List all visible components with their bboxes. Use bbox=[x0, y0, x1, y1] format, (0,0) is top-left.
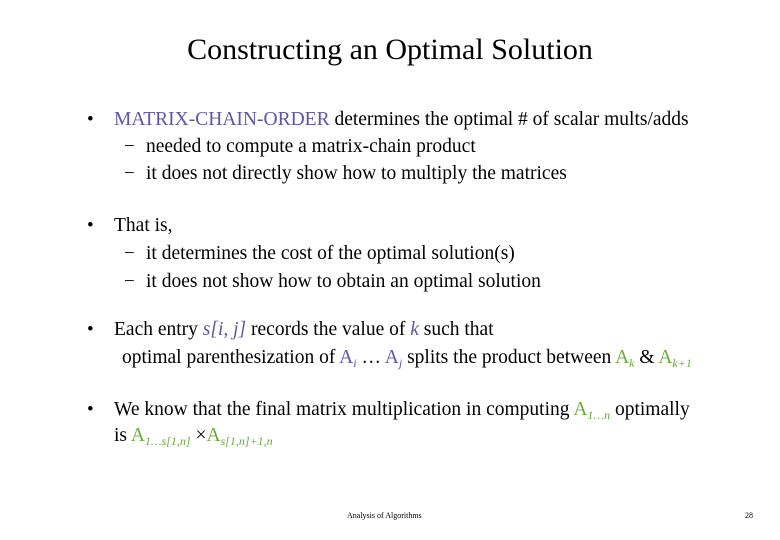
s-ij-term: s[i, j] bbox=[202, 319, 247, 340]
b4-l2-pre: is bbox=[114, 425, 131, 446]
bullet-3-line-1 bbox=[114, 318, 494, 342]
bullet-2-marker: • bbox=[87, 215, 94, 236]
bullet-1-text: determines the optimal # of scalar mults/adds bbox=[329, 109, 689, 130]
b3-post: such that bbox=[418, 319, 494, 340]
b3-amp: & bbox=[634, 347, 659, 368]
b3-mid: records the value of bbox=[246, 319, 411, 340]
sub-1-2-marker: − bbox=[124, 163, 135, 184]
b3-pre: Each entry bbox=[114, 319, 203, 340]
footer-label: Analysis of Algorithms bbox=[347, 511, 422, 520]
bullet-3-marker: • bbox=[87, 319, 94, 340]
bullet-1 bbox=[114, 108, 689, 132]
sub-2-2: it does not show how to obtain an optimal solution bbox=[146, 271, 541, 292]
bullet-2: That is, bbox=[114, 215, 173, 236]
sub-1-1-marker: − bbox=[124, 136, 135, 157]
bullet-3-line-2 bbox=[122, 346, 692, 370]
sub-1-1: needed to compute a matrix-chain product bbox=[146, 136, 476, 157]
sub-2-1-marker: − bbox=[124, 243, 135, 264]
slide-title: Constructing an Optimal Solution bbox=[187, 33, 593, 66]
b4-times: × bbox=[190, 425, 207, 446]
b3-dots: … bbox=[356, 347, 385, 368]
k-term: k bbox=[410, 319, 419, 340]
bullet-4-marker: • bbox=[87, 399, 94, 420]
bullet-4-line-1 bbox=[114, 398, 690, 422]
b3-l2-pre: optimal parenthesization of bbox=[122, 347, 340, 368]
sub-2-2-marker: − bbox=[124, 271, 135, 292]
b3-l2-mid: splits the product between bbox=[402, 347, 616, 368]
matrix-a-second-split: $A_{s[1,n]+1,n}$ bbox=[206, 425, 273, 448]
matrix-chain-order-term: MATRIX-CHAIN-ORDER bbox=[114, 109, 330, 130]
bullet-4-line-2 bbox=[114, 424, 273, 448]
sub-2-1: it determines the cost of the optimal solution(s) bbox=[146, 243, 515, 264]
sub-1-2: it does not directly show how to multiply the matrices bbox=[146, 163, 567, 184]
bullet-1-marker: • bbox=[87, 109, 94, 130]
matrix-a-first-split: $A_{1\dots s[1,n]}$ bbox=[130, 425, 191, 448]
matrix-a-1-n: $A_{1\dots n}$ bbox=[573, 399, 611, 422]
matrix-a-i: $A_i$ bbox=[339, 347, 357, 370]
matrix-a-k: $A_k$ bbox=[615, 347, 635, 370]
page-number: 28 bbox=[745, 511, 753, 520]
matrix-a-j: $A_j$ bbox=[384, 347, 403, 370]
matrix-a-k-plus-1: $A_{k+1}$ bbox=[658, 347, 692, 370]
b4-post: optimally bbox=[610, 399, 690, 420]
b4-pre: We know that the final matrix multiplication in computing bbox=[114, 399, 574, 420]
